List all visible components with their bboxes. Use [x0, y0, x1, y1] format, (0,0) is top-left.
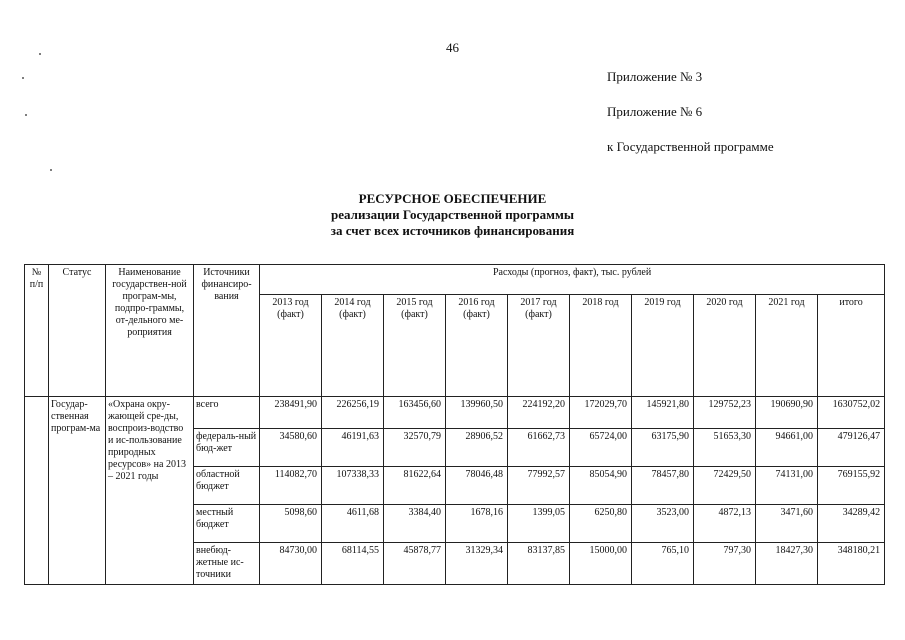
- value-cell: 78457,80: [632, 467, 694, 505]
- header-year: 2021 год: [756, 295, 818, 397]
- value-cell: 129752,23: [694, 397, 756, 429]
- page-number: 46: [446, 40, 459, 55]
- value-cell: 5098,60: [260, 505, 322, 543]
- header-year: 2019 год: [632, 295, 694, 397]
- header-year: 2013 год (факт): [260, 295, 322, 397]
- value-cell: 83137,85: [508, 543, 570, 585]
- scan-speck: [22, 77, 24, 79]
- value-cell: 31329,34: [446, 543, 508, 585]
- appendix-line-1: Приложение № 3: [607, 69, 703, 84]
- value-cell-total: 348180,21: [818, 543, 885, 585]
- value-cell: 72429,50: [694, 467, 756, 505]
- value-cell: 28906,52: [446, 429, 508, 467]
- value-cell: 6250,80: [570, 505, 632, 543]
- value-cell-total: 479126,47: [818, 429, 885, 467]
- source-label: всего: [194, 397, 260, 429]
- resource-table: [24, 264, 885, 585]
- value-cell: 1678,16: [446, 505, 508, 543]
- value-cell: 78046,48: [446, 467, 508, 505]
- title-line-2: реализации Государственной программы: [331, 207, 574, 222]
- scan-speck: [39, 53, 41, 55]
- source-label: местный бюджет: [194, 505, 260, 543]
- source-label: федераль-ный бюд-жет: [194, 429, 260, 467]
- header-year: 2014 год (факт): [322, 295, 384, 397]
- row-number: [25, 397, 49, 585]
- appendix-line-2: Приложение № 6: [607, 104, 703, 119]
- value-cell: 107338,33: [322, 467, 384, 505]
- scan-speck: [50, 169, 52, 171]
- value-cell: 74131,00: [756, 467, 818, 505]
- value-cell: 224192,20: [508, 397, 570, 429]
- value-cell: 765,10: [632, 543, 694, 585]
- value-cell: 32570,79: [384, 429, 446, 467]
- value-cell: 226256,19: [322, 397, 384, 429]
- value-cell: 3384,40: [384, 505, 446, 543]
- title-line-3: за счет всех источников финансирования: [330, 223, 575, 238]
- value-cell: 145921,80: [632, 397, 694, 429]
- header-year: 2015 год (факт): [384, 295, 446, 397]
- value-cell: 139960,50: [446, 397, 508, 429]
- header-status: Статус: [49, 265, 106, 397]
- value-cell-total: 34289,42: [818, 505, 885, 543]
- source-label: внебюд-жетные ис-точники: [194, 543, 260, 585]
- appendix-line-3: к Государственной программе: [607, 139, 774, 154]
- value-cell: 15000,00: [570, 543, 632, 585]
- value-cell: 84730,00: [260, 543, 322, 585]
- title-line-1: РЕСУРСНОЕ ОБЕСПЕЧЕНИЕ: [358, 191, 547, 206]
- value-cell: 94661,00: [756, 429, 818, 467]
- value-cell: 81622,64: [384, 467, 446, 505]
- value-cell: 45878,77: [384, 543, 446, 585]
- header-name: Наименование государствен-ной програм-мы, подпро-граммы, от-дельного ме-роприятия: [106, 265, 194, 397]
- row-status: Государ-ственная програм-ма: [49, 397, 106, 585]
- value-cell: 85054,90: [570, 467, 632, 505]
- header-year: 2018 год: [570, 295, 632, 397]
- value-cell: 163456,60: [384, 397, 446, 429]
- value-cell: 63175,90: [632, 429, 694, 467]
- value-cell: 61662,73: [508, 429, 570, 467]
- value-cell: 65724,00: [570, 429, 632, 467]
- value-cell: 3523,00: [632, 505, 694, 543]
- value-cell: 190690,90: [756, 397, 818, 429]
- table-row: [25, 397, 885, 429]
- value-cell: 1399,05: [508, 505, 570, 543]
- header-sources: Источники финансиро-вания: [194, 265, 260, 397]
- value-cell-total: 769155,92: [818, 467, 885, 505]
- value-cell: 34580,60: [260, 429, 322, 467]
- value-cell: 68114,55: [322, 543, 384, 585]
- header-year: 2016 год (факт): [446, 295, 508, 397]
- header-expenses: Расходы (прогноз, факт), тыс. рублей: [260, 265, 885, 295]
- value-cell: 77992,57: [508, 467, 570, 505]
- value-cell-total: 1630752,02: [818, 397, 885, 429]
- value-cell: 4611,68: [322, 505, 384, 543]
- program-name: «Охрана окру-жающей сре-ды, воспроиз-водство и ис-пользование природных ресурсов» на 2013 – 2021 годы: [106, 397, 194, 585]
- header-num: № п/п: [25, 265, 49, 397]
- header-year: 2017 год (факт): [508, 295, 570, 397]
- header-total: итого: [818, 295, 885, 397]
- value-cell: 46191,63: [322, 429, 384, 467]
- source-label: областной бюджет: [194, 467, 260, 505]
- value-cell: 797,30: [694, 543, 756, 585]
- scan-speck: [25, 114, 27, 116]
- value-cell: 4872,13: [694, 505, 756, 543]
- header-year: 2020 год: [694, 295, 756, 397]
- value-cell: 114082,70: [260, 467, 322, 505]
- value-cell: 238491,90: [260, 397, 322, 429]
- value-cell: 18427,30: [756, 543, 818, 585]
- value-cell: 3471,60: [756, 505, 818, 543]
- value-cell: 172029,70: [570, 397, 632, 429]
- document-title: [0, 191, 905, 239]
- value-cell: 51653,30: [694, 429, 756, 467]
